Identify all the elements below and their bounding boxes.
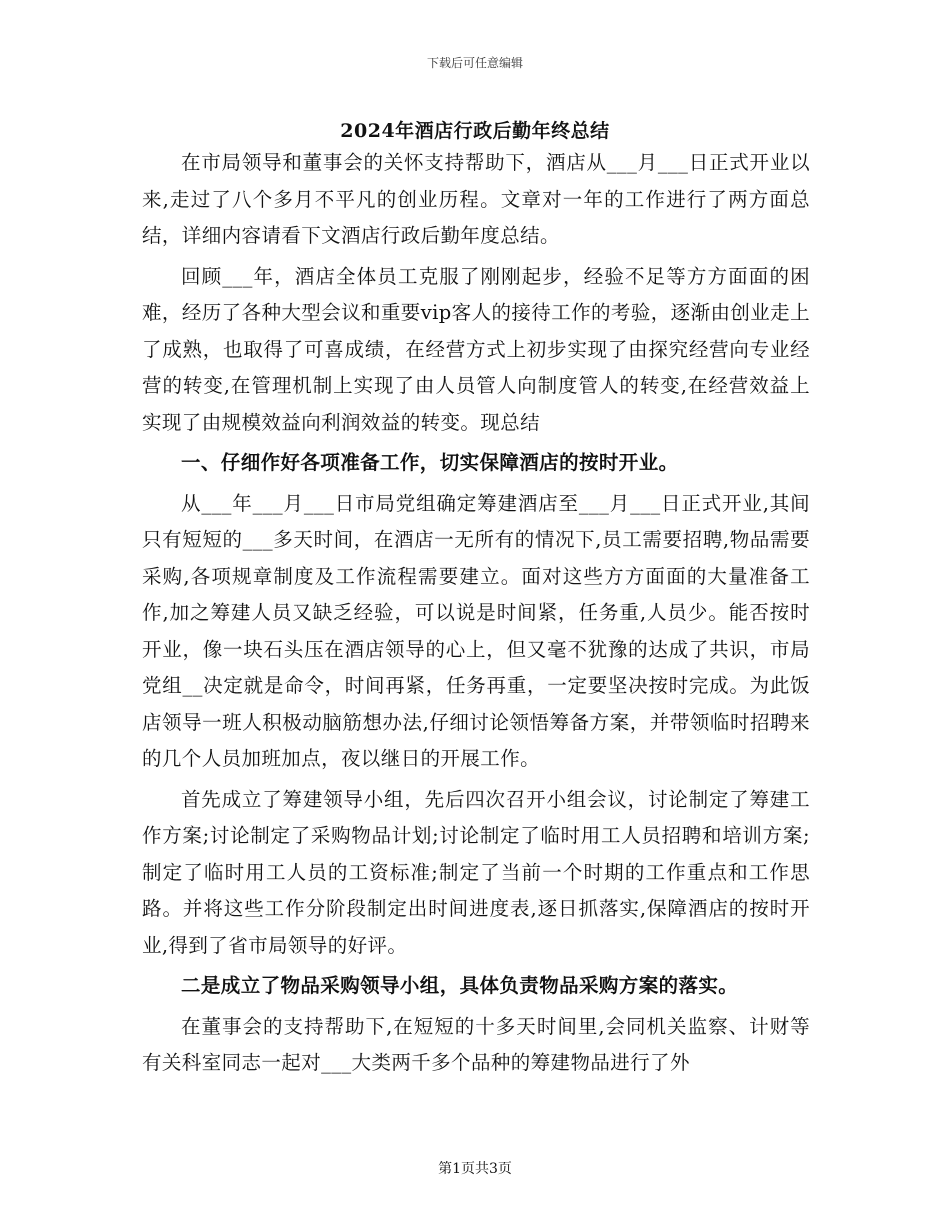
paragraph-intro: 在市局领导和董事会的关怀支持帮助下，酒店从___月___日正式开业以来,走过了八个多月不平凡的创业历程。文章对一年的工作进行了两方面总结，详细内容请看下文酒店行政后勤年度总结。 (142, 151, 810, 247)
section-heading-2: 二是成立了物品采购领导小组，具体负责物品采购方案的落实。 (181, 974, 739, 997)
section-heading-1: 一、仔细作好各项准备工作，切实保障酒店的按时开业。 (181, 451, 679, 474)
paragraph-procurement: 在董事会的支持帮助下,在短短的十多天时间里,会同机关监察、计财等有关科室同志一起对___大类两千多个品种的筹建物品进行了外 (142, 1014, 810, 1074)
page-number: 第1页共3页 (438, 1161, 512, 1177)
paragraph-leadership-group: 首先成立了筹建领导小组，先后四次召开小组会议，讨论制定了筹建工作方案;讨论制定了采购物品计划;讨论制定了临时用工人员招聘和培训方案;制定了临时用工人员的工资标准;制定了当前一个时期的工作重点和工作思路。并将这些工作分阶段制定出时间进度表,逐日抓落实,保障酒店的按时开业,得到了省市局领导的好评。 (142, 787, 810, 957)
paragraph-preparation: 从___年___月___日市局党组确定筹建酒店至___月___日正式开业,其间只有短短的___多天时间，在酒店一无所有的情况下,员工需要招聘,物品需要采购,各项规章制度及工作流程需要建立。面对这些方方面面的大量准备工作,加之筹建人员又缺乏经验，可以说是时间紧，任务重,人员少。能否按时开业，像一块石头压在酒店领导的心上，但又毫不犹豫的达成了共识，市局党组__决定就是命令，时间再紧，任务再重，一定要坚决按时完成。为此饭店领导一班人积极动脑筋想办法,仔细讨论领悟筹备方案，并带领临时招聘来的几个人员加班加点，夜以继日的开展工作。 (142, 491, 810, 770)
document-body (142, 145, 810, 1082)
header-note: 下载后可任意编辑 (426, 56, 523, 70)
paragraph-review: 回顾___年，酒店全体员工克服了刚刚起步，经验不足等方方面面的困难，经历了各种大型会议和重要vip客人的接待工作的考验，逐渐由创业走上了成熟，也取得了可喜成绩，在经营方式上初步实现了由探究经营向专业经营的转变,在管理机制上实现了由人员管人向制度管人的转变,在经营效益上实现了由规模效益向利润效益的转变。现总结 (142, 264, 810, 434)
document-title: 2024年酒店行政后勤年终总结 (340, 120, 610, 142)
